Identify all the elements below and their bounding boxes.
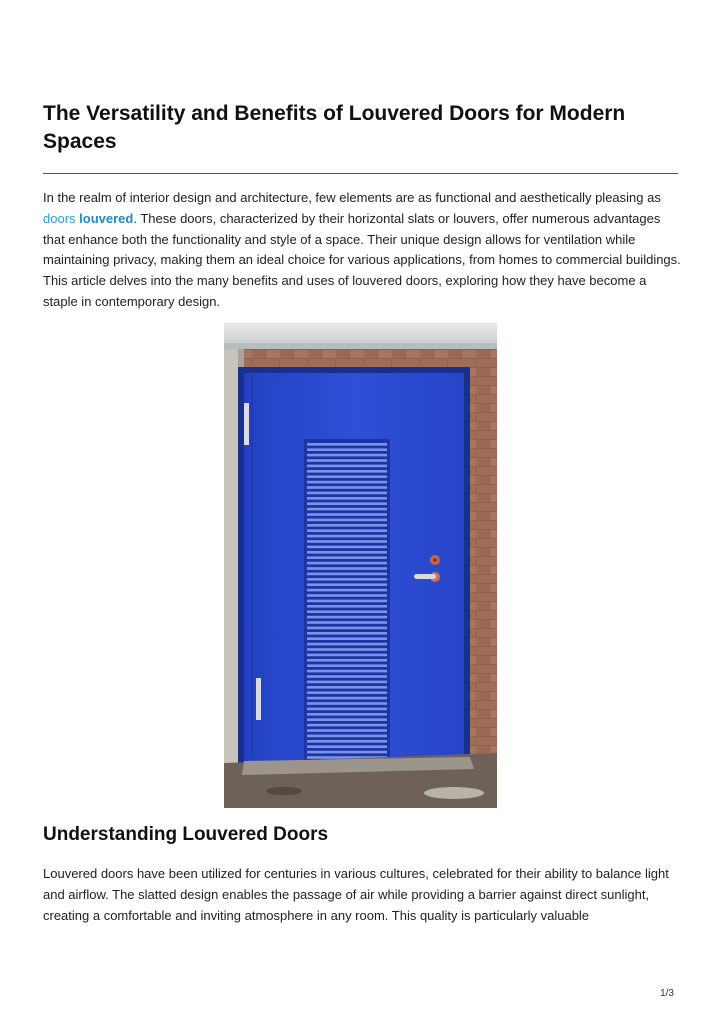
doors-link[interactable]: doors (43, 210, 76, 226)
intro-paragraph (43, 188, 683, 313)
section-paragraph: Louvered doors have been utilized for centuries in various cultures, celebrated for their ability to balance light and airflow. The slatted design enables the passage of air while providing a barrier against direct sunlight, creating a comfortable and inviting atmosphere in any room. This quality is particularly valuable (43, 866, 669, 923)
intro-text-after-link: . These doors, characterized by their horizontal slats or louvers, offer numerous advantages that enhance both the functionality and style of a space. Their unique design allows for ventilation while maintaining privacy, making them an ideal choice for various applications, from homes to commercial buildings. This article delves into the many benefits and uses of louvered doors, exploring how they have become a staple in contemporary design. (43, 210, 681, 309)
title-divider (43, 173, 678, 174)
louvered-door-photo (224, 323, 497, 808)
louvered-link[interactable]: louvered (79, 210, 134, 226)
intro-text-before-link: In the realm of interior design and architecture, few elements are as functional and aesthetically pleasing as (43, 190, 661, 205)
section-heading: Understanding Louvered Doors (43, 824, 329, 845)
page-number: 1/3 (660, 988, 674, 999)
article-title: The Versatility and Benefits of Louvered Doors for Modern Spaces (43, 102, 626, 153)
